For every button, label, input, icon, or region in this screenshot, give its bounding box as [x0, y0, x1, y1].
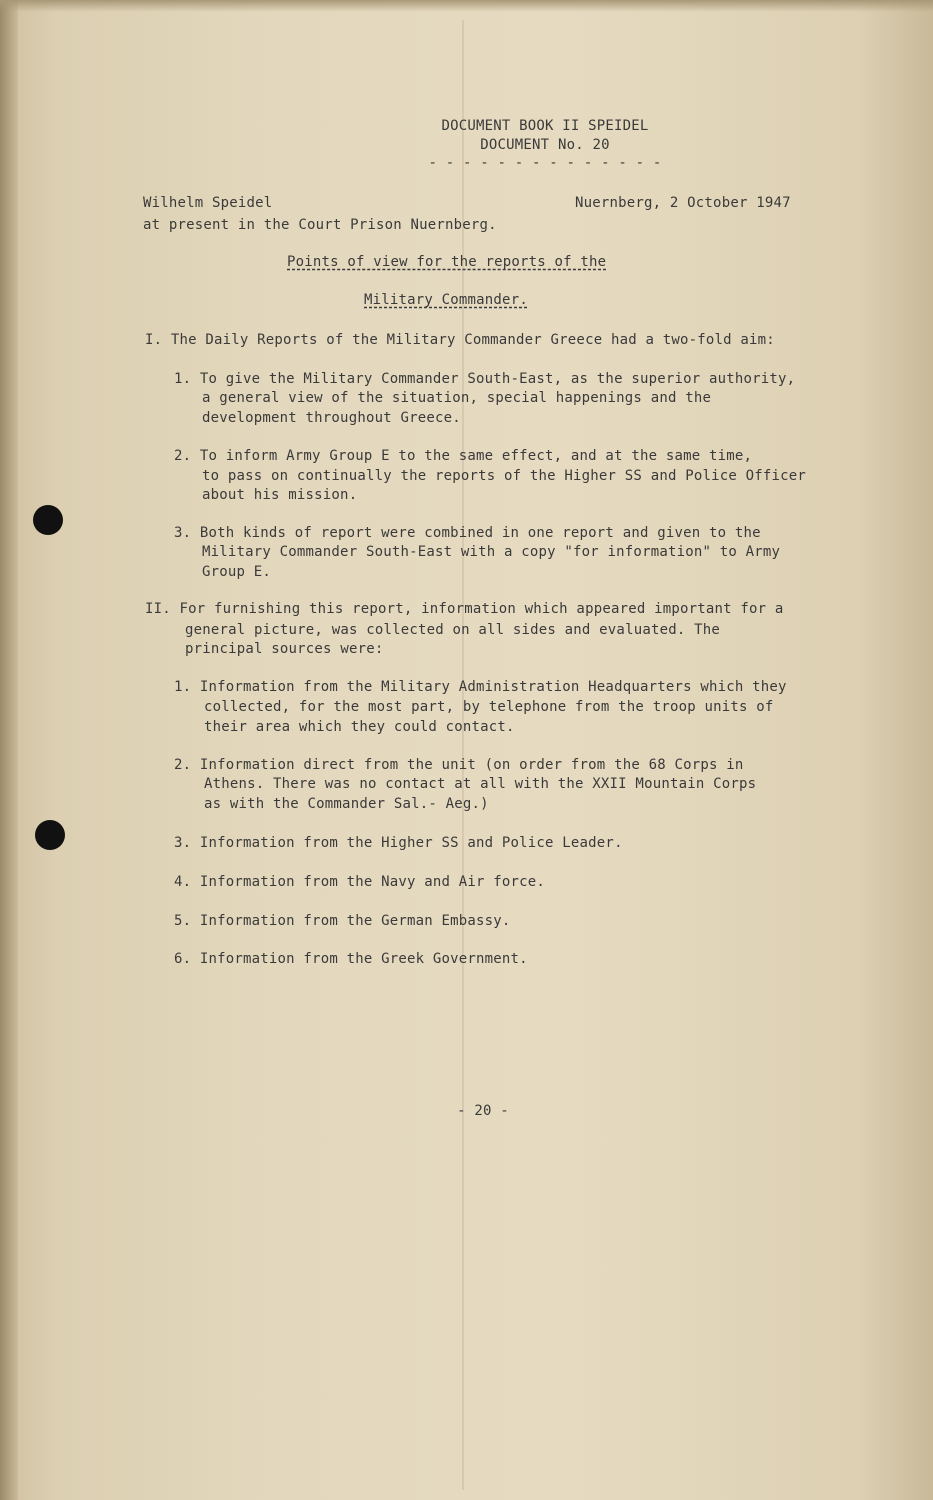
- list-item-line: 3. Both kinds of report were combined in one report and given to the: [174, 525, 761, 541]
- list-item-line: 2. Information direct from the unit (on order from the 68 Corps in: [174, 757, 744, 773]
- section-2-heading: II. For furnishing this report, information which appeared important for a: [145, 601, 784, 617]
- list-item-line: 4. Information from the Navy and Air force.: [174, 874, 546, 890]
- sender-location: at present in the Court Prison Nuernberg.: [143, 217, 497, 233]
- sender-name: Wilhelm Speidel: [143, 195, 273, 211]
- punch-hole: [33, 505, 63, 535]
- list-item-line: as with the Commander Sal.- Aeg.): [204, 796, 489, 812]
- header-divider: - - - - - - - - - - - - - -: [428, 155, 662, 171]
- list-item-line: Group E.: [202, 564, 272, 580]
- list-item-line: Athens. There was no contact at all with the XXII Mountain Corps: [204, 776, 757, 792]
- list-item-line: a general view of the situation, special happenings and the: [202, 390, 712, 406]
- title-line-1: Points of view for the reports of the: [287, 254, 607, 270]
- paper-edge-top: [0, 0, 933, 12]
- section-2-heading: general picture, was collected on all sides and evaluated. The: [185, 622, 720, 638]
- section-2-heading: principal sources were:: [185, 641, 384, 657]
- fold-line: [462, 20, 464, 1490]
- list-item-line: development throughout Greece.: [202, 410, 461, 426]
- list-item-line: about his mission.: [202, 487, 358, 503]
- title-line-2: Military Commander.: [364, 292, 528, 308]
- list-item-line: 2. To inform Army Group E to the same effect, and at the same time,: [174, 448, 753, 464]
- place-date: Nuernberg, 2 October 1947: [575, 195, 791, 211]
- list-item-line: 5. Information from the German Embassy.: [174, 913, 511, 929]
- list-item-line: 3. Information from the Higher SS and Police Leader.: [174, 835, 623, 851]
- section-1-heading: I. The Daily Reports of the Military Commander Greece had a two-fold aim:: [145, 332, 775, 348]
- document-number: DOCUMENT No. 20: [480, 137, 610, 153]
- paper-edge: [0, 0, 18, 1500]
- list-item-line: 6. Information from the Greek Government.: [174, 951, 528, 967]
- list-item-line: Military Commander South-East with a copy "for information" to Army: [202, 544, 781, 560]
- document-book-title: DOCUMENT BOOK II SPEIDEL: [441, 118, 649, 134]
- list-item-line: 1. Information from the Military Administration Headquarters which they: [174, 679, 787, 695]
- list-item-line: 1. To give the Military Commander South-East, as the superior authority,: [174, 371, 796, 387]
- punch-hole: [35, 820, 65, 850]
- list-item-line: to pass on continually the reports of the Higher SS and Police Officer: [202, 468, 807, 484]
- list-item-line: collected, for the most part, by telephone from the troop units of: [204, 699, 774, 715]
- list-item-line: their area which they could contact.: [204, 719, 515, 735]
- page-number: - 20 -: [457, 1103, 509, 1119]
